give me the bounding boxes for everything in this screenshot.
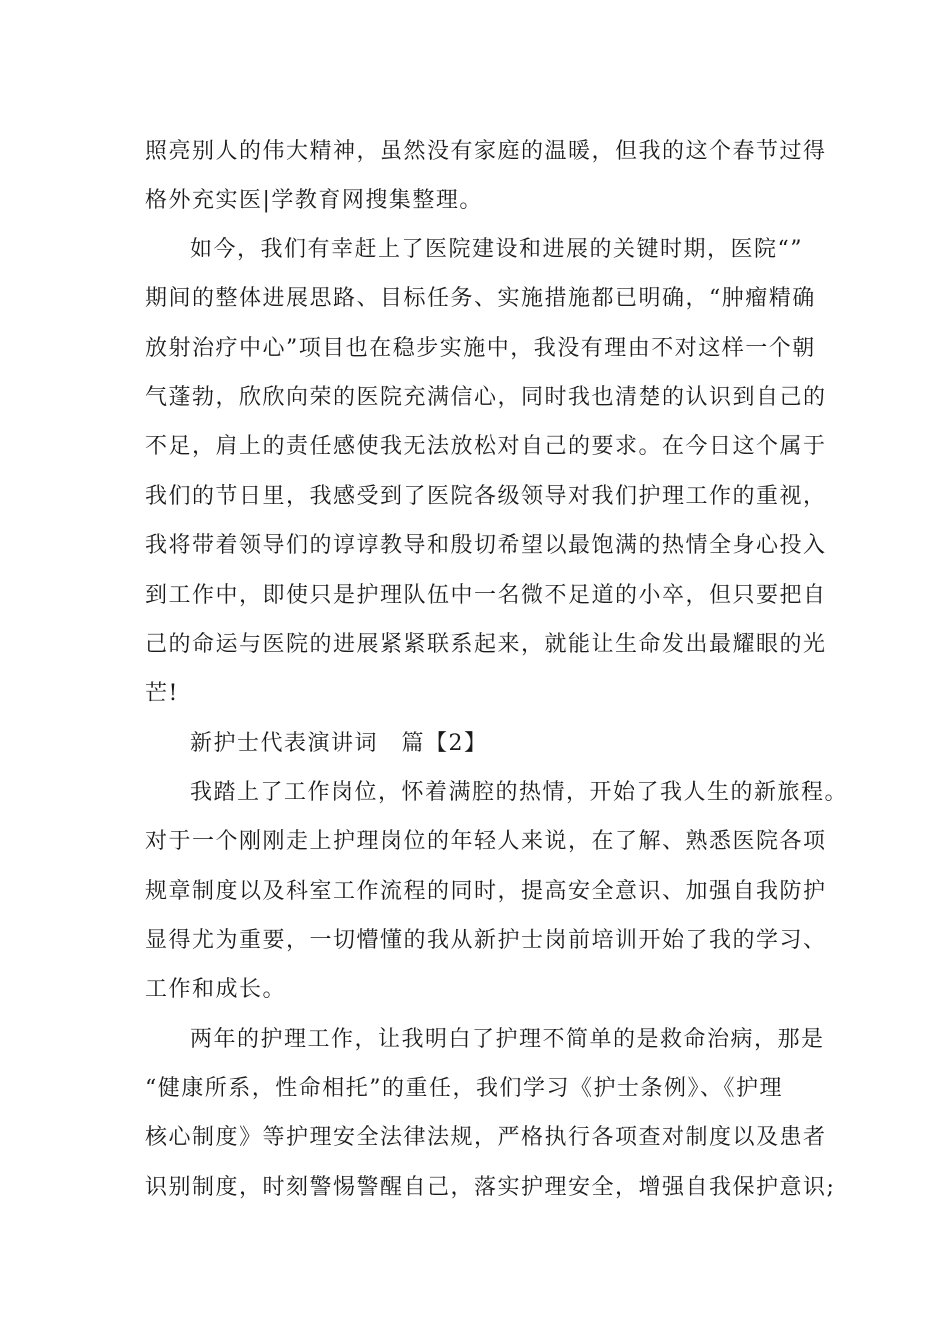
paragraph-start-line: 两年的护理工作，让我明白了护理不简单的是救命治病，那是: [190, 1027, 825, 1052]
text-line: 放射治疗中心”项目也在稳步实施中，我没有理由不对这样一个朝: [145, 336, 816, 361]
text-line: 我将带着领导们的谆谆教导和殷切希望以最饱满的热情全身心投入: [145, 533, 827, 558]
text-line: 对于一个刚刚走上护理岗位的年轻人来说，在了解、熟悉医院各项: [145, 829, 827, 854]
paragraph-start-line: 我踏上了工作岗位，怀着满腔的热情，开始了我人生的新旅程。: [190, 780, 849, 805]
text-line: 规章制度以及科室工作流程的同时，提高安全意识、加强自我防护: [145, 879, 827, 904]
text-line: 显得尤为重要，一切懵懂的我从新护士岗前培训开始了我的学习、: [145, 928, 827, 953]
text-line: 工作和成长。: [145, 977, 287, 1002]
text-line: 识别制度，时刻警惕警醒自己，落实护理安全，增强自我保护意识;: [145, 1175, 836, 1200]
text-line: 己的命运与医院的进展紧紧联系起来，就能让生命发出最耀眼的光: [145, 632, 827, 657]
text-line: “健康所系，性命相托”的重任，我们学习《护士条例》、《护理: [145, 1076, 783, 1101]
text-line: 我们的节日里，我感受到了医院各级领导对我们护理工作的重视，: [145, 484, 827, 509]
text-line: 到工作中，即使只是护理队伍中一名微不足道的小卒，但只要把自: [145, 583, 827, 608]
text-line: 格外充实医|学教育网搜集整理。: [145, 188, 483, 213]
text-line: 气蓬勃，欣欣向荣的医院充满信心，同时我也清楚的认识到自己的: [145, 385, 827, 410]
text-line: 核心制度》等护理安全法律法规，严格执行各项查对制度以及患者: [145, 1125, 827, 1150]
text-line: 期间的整体进展思路、目标任务、实施措施都已明确，“肿瘤精确: [145, 286, 816, 311]
text-line: 芒!: [145, 681, 179, 706]
text-line: 不足，肩上的责任感使我无法放松对自己的要求。在今日这个属于: [145, 434, 827, 459]
paragraph-start-line: 如今，我们有幸赶上了医院建设和进展的关键时期，医院“”: [190, 237, 803, 262]
section-heading: 新护士代表演讲词 篇【2】: [190, 731, 488, 756]
text-line: 照亮别人的伟大精神，虽然没有家庭的温暖，但我的这个春节过得: [145, 139, 827, 164]
